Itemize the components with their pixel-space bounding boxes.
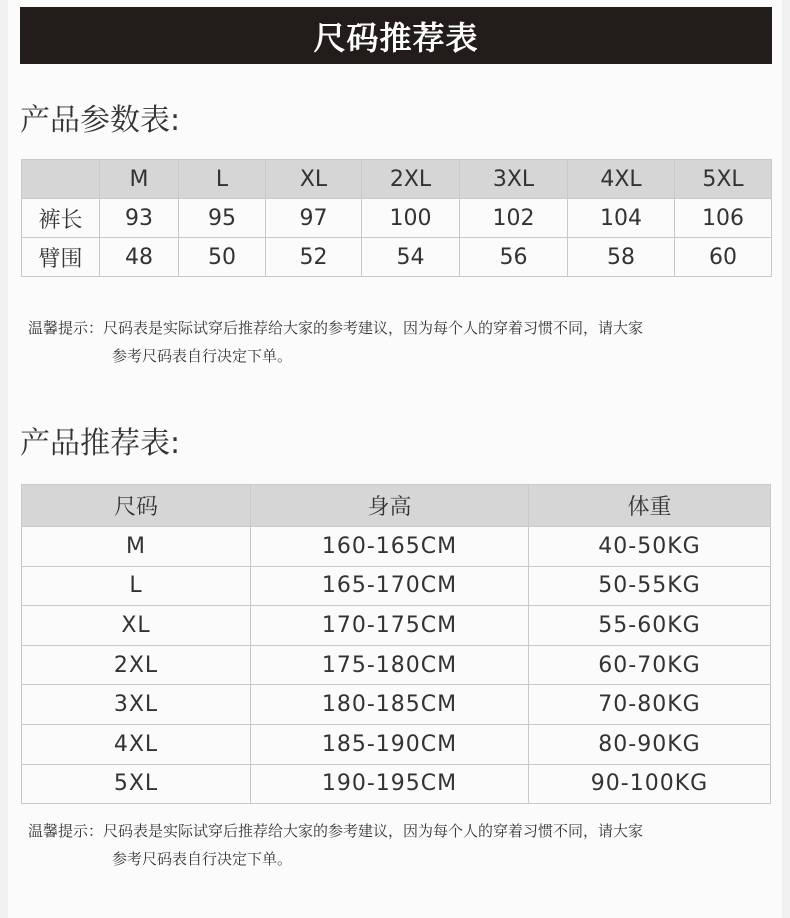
recommend-header-cell: 体重 — [529, 485, 771, 527]
weight-cell: 70-80KG — [529, 685, 771, 725]
recommend-header-row — [22, 485, 771, 527]
weight-cell: 60-70KG — [529, 645, 771, 685]
weight-cell: 80-90KG — [529, 724, 771, 764]
params-row-arm — [22, 238, 772, 277]
params-cell: 裤长 — [22, 199, 100, 238]
tip-prefix: 温馨提示： — [28, 822, 104, 840]
height-cell: 175-180CM — [251, 645, 529, 685]
params-cell: 58 — [568, 238, 675, 277]
params-cell: 93 — [100, 199, 179, 238]
params-row-pants-length — [22, 199, 772, 238]
tip-line1: 尺码表是实际试穿后推荐给大家的参考建议，因为每个人的穿着习惯不同，请大家 — [103, 319, 644, 337]
table-row — [22, 606, 771, 646]
table-row — [22, 764, 771, 804]
params-header-cell: 5XL — [675, 160, 772, 199]
title-banner — [20, 7, 772, 64]
params-cell: 100 — [362, 199, 460, 238]
height-cell: 185-190CM — [251, 724, 529, 764]
tip-prefix: 温馨提示： — [28, 319, 104, 337]
params-header-cell: 2XL — [362, 160, 460, 199]
params-cell: 95 — [179, 199, 266, 238]
height-cell: 165-170CM — [251, 566, 529, 606]
params-header-cell: M — [100, 160, 179, 199]
params-header-cell: 4XL — [568, 160, 675, 199]
tip-line1: 尺码表是实际试穿后推荐给大家的参考建议，因为每个人的穿着习惯不同，请大家 — [103, 822, 644, 840]
size-cell: M — [22, 527, 251, 567]
params-table — [21, 159, 772, 277]
tip-line2: 参考尺码表自行决定下单。 — [112, 347, 293, 365]
params-cell: 52 — [266, 238, 362, 277]
height-cell: 170-175CM — [251, 606, 529, 646]
banner-title: 尺码推荐表 — [313, 18, 479, 57]
table-row — [22, 527, 771, 567]
recommend-header-cell: 身高 — [251, 485, 529, 527]
params-cell: 54 — [362, 238, 460, 277]
weight-cell: 40-50KG — [529, 527, 771, 567]
params-header-cell: L — [179, 160, 266, 199]
params-header-row — [22, 160, 772, 199]
params-cell: 48 — [100, 238, 179, 277]
params-cell: 臂围 — [22, 238, 100, 277]
size-cell: 2XL — [22, 645, 251, 685]
recommend-table — [21, 484, 771, 804]
recommend-header-cell: 尺码 — [22, 485, 251, 527]
tip-line2: 参考尺码表自行决定下单。 — [112, 850, 293, 868]
params-section-title: 产品参数表: — [20, 103, 181, 138]
size-cell: 5XL — [22, 764, 251, 804]
weight-cell: 50-55KG — [529, 566, 771, 606]
params-cell: 97 — [266, 199, 362, 238]
size-cell: 3XL — [22, 685, 251, 725]
params-cell: 60 — [675, 238, 772, 277]
tip-note — [28, 817, 768, 873]
size-cell: 4XL — [22, 724, 251, 764]
params-cell: 102 — [460, 199, 568, 238]
params-header-cell — [22, 160, 100, 199]
size-cell: XL — [22, 606, 251, 646]
table-row — [22, 724, 771, 764]
height-cell: 160-165CM — [251, 527, 529, 567]
params-cell: 56 — [460, 238, 568, 277]
height-cell: 180-185CM — [251, 685, 529, 725]
params-header-cell: XL — [266, 160, 362, 199]
weight-cell: 90-100KG — [529, 764, 771, 804]
table-row — [22, 566, 771, 606]
params-cell: 104 — [568, 199, 675, 238]
recommend-section-title: 产品推荐表: — [20, 426, 181, 461]
tip-note — [28, 314, 768, 370]
params-cell: 50 — [179, 238, 266, 277]
height-cell: 190-195CM — [251, 764, 529, 804]
table-row — [22, 685, 771, 725]
weight-cell: 55-60KG — [529, 606, 771, 646]
params-header-cell: 3XL — [460, 160, 568, 199]
table-row — [22, 645, 771, 685]
params-cell: 106 — [675, 199, 772, 238]
size-cell: L — [22, 566, 251, 606]
